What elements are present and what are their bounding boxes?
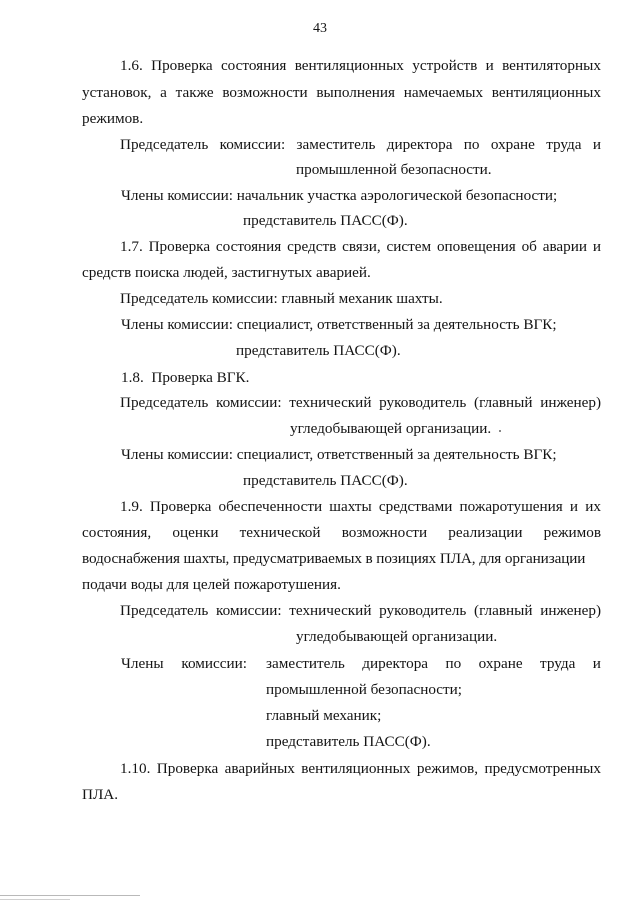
item-1-6-line-2 bbox=[82, 84, 601, 102]
word: Председатель bbox=[120, 394, 209, 411]
scan-speck bbox=[499, 430, 501, 432]
word: возможности bbox=[222, 84, 308, 101]
item-1-9-members-label bbox=[121, 655, 247, 673]
word: по bbox=[445, 655, 462, 672]
word: Члены bbox=[121, 655, 164, 672]
word: Председатель bbox=[120, 136, 209, 153]
item-1-7-line-2: средств поиска людей, застигнутых аварией. bbox=[82, 264, 371, 281]
scan-edge-line bbox=[0, 895, 140, 896]
item-1-9-members-line-4: представитель ПАСС(Ф). bbox=[266, 733, 431, 750]
word: и bbox=[592, 655, 601, 672]
word: комиссии: bbox=[181, 655, 247, 672]
item-1-9-members-line-1 bbox=[266, 655, 601, 673]
word: директора bbox=[386, 136, 453, 153]
word: режимов, bbox=[416, 760, 479, 777]
item-1-8-chair-cont: угледобывающей организации. bbox=[290, 420, 492, 437]
word: состояния, bbox=[82, 524, 152, 541]
word: средств bbox=[287, 238, 337, 255]
item-number: 1.6. bbox=[120, 57, 143, 74]
word: возможности bbox=[341, 524, 428, 541]
item-1-8-members: Члены комиссии: специалист, ответственный за деятельность ВГК; bbox=[121, 446, 557, 463]
word: аварийных bbox=[224, 760, 295, 777]
word: режимов bbox=[543, 524, 601, 541]
item-1-6-members: Члены комиссии: начальник участка аэрологической безопасности; bbox=[121, 187, 558, 204]
item-number: 1.9. bbox=[120, 498, 143, 515]
item-1-8-members-cont: представитель ПАСС(Ф). bbox=[243, 472, 408, 489]
word: руководитель bbox=[379, 602, 467, 619]
word: вентиляционных bbox=[491, 84, 601, 101]
word: комиссии: bbox=[215, 602, 282, 619]
item-1-9-chair-cont: угледобывающей организации. bbox=[296, 628, 498, 645]
word: заместитель bbox=[296, 136, 376, 153]
item-number: 1.10. bbox=[120, 760, 151, 777]
word: охране bbox=[478, 655, 523, 672]
word: инженер) bbox=[540, 602, 601, 619]
item-title: Проверка ВГК. bbox=[151, 369, 250, 386]
item-1-10-line-1 bbox=[120, 760, 601, 778]
word: устройств bbox=[412, 57, 478, 74]
item-1-7-line-1 bbox=[120, 238, 601, 256]
word: средствами bbox=[378, 498, 453, 515]
word: состояния bbox=[220, 57, 287, 74]
item-1-9-members-line-3: главный механик; bbox=[266, 707, 382, 724]
item-1-6-chair bbox=[120, 136, 601, 154]
word: труда bbox=[540, 655, 576, 672]
word: (главный bbox=[474, 602, 533, 619]
word: об bbox=[521, 238, 537, 255]
item-1-8-chair bbox=[120, 394, 601, 412]
word: технический bbox=[289, 394, 372, 411]
item-number: 1.7. bbox=[120, 238, 143, 255]
word: по bbox=[463, 136, 480, 153]
word: аварии bbox=[542, 238, 588, 255]
item-1-9-chair bbox=[120, 602, 601, 620]
word: выполнения bbox=[316, 84, 395, 101]
word: пожаротушения bbox=[459, 498, 563, 515]
word: систем bbox=[386, 238, 432, 255]
word: Проверка bbox=[148, 238, 211, 255]
word: установок, bbox=[82, 84, 152, 101]
item-1-7-members: Члены комиссии: специалист, ответственный за деятельность ВГК; bbox=[121, 316, 557, 333]
item-1-8-line-1 bbox=[121, 369, 249, 387]
item-1-9-line-2 bbox=[82, 524, 601, 542]
word: и bbox=[569, 498, 579, 515]
word: Проверка bbox=[151, 57, 213, 74]
word: и bbox=[592, 136, 601, 153]
word: их bbox=[585, 498, 601, 515]
word: обеспеченности bbox=[218, 498, 323, 515]
word: связи, bbox=[342, 238, 381, 255]
word: заместитель bbox=[266, 655, 345, 672]
item-1-9-line-4: подачи воды для целей пожаротушения. bbox=[82, 576, 341, 593]
item-1-9-line-1 bbox=[120, 498, 601, 516]
word: технической bbox=[239, 524, 321, 541]
word: директора bbox=[362, 655, 429, 672]
item-number: 1.8. bbox=[121, 369, 144, 386]
item-1-6-line-3: режимов. bbox=[82, 110, 144, 127]
word: Проверка bbox=[156, 760, 219, 777]
word: а bbox=[160, 84, 167, 101]
word: оповещения bbox=[436, 238, 516, 255]
word: охране bbox=[490, 136, 535, 153]
word: и bbox=[485, 57, 494, 74]
word: комиссии: bbox=[215, 394, 282, 411]
word: технический bbox=[289, 602, 372, 619]
word: Проверка bbox=[149, 498, 212, 515]
word: также bbox=[175, 84, 214, 101]
word: реализации bbox=[448, 524, 523, 541]
word: предусмотренных bbox=[484, 760, 601, 777]
item-1-9-line-3: водоснабжения шахты, предусматриваемых в позициях ПЛА, для организации bbox=[82, 550, 586, 567]
word: инженер) bbox=[540, 394, 601, 411]
item-1-10-line-2: ПЛА. bbox=[82, 786, 119, 803]
word: комиссии: bbox=[219, 136, 286, 153]
word: (главный bbox=[474, 394, 533, 411]
word: труда bbox=[546, 136, 582, 153]
word: шахты bbox=[329, 498, 372, 515]
word: руководитель bbox=[379, 394, 467, 411]
word: вентиляционных bbox=[301, 760, 411, 777]
word: и bbox=[592, 238, 601, 255]
item-1-6-line-1 bbox=[120, 57, 601, 75]
word: вентиляционных bbox=[294, 57, 404, 74]
item-1-6-members-cont: представитель ПАСС(Ф). bbox=[243, 212, 408, 229]
word: намечаемых bbox=[403, 84, 484, 101]
word: вентиляторных bbox=[502, 57, 601, 74]
item-1-7-members-cont: представитель ПАСС(Ф). bbox=[236, 342, 401, 359]
word: оценки bbox=[172, 524, 219, 541]
item-1-6-chair-cont: промышленной безопасности. bbox=[296, 161, 492, 178]
scan-edge-line bbox=[0, 899, 70, 900]
word: состояния bbox=[215, 238, 282, 255]
word: Председатель bbox=[120, 602, 209, 619]
page-number: 43 bbox=[313, 21, 327, 36]
item-1-7-chair: Председатель комиссии: главный механик шахты. bbox=[120, 290, 443, 307]
item-1-9-members-line-2: промышленной безопасности; bbox=[266, 681, 463, 698]
